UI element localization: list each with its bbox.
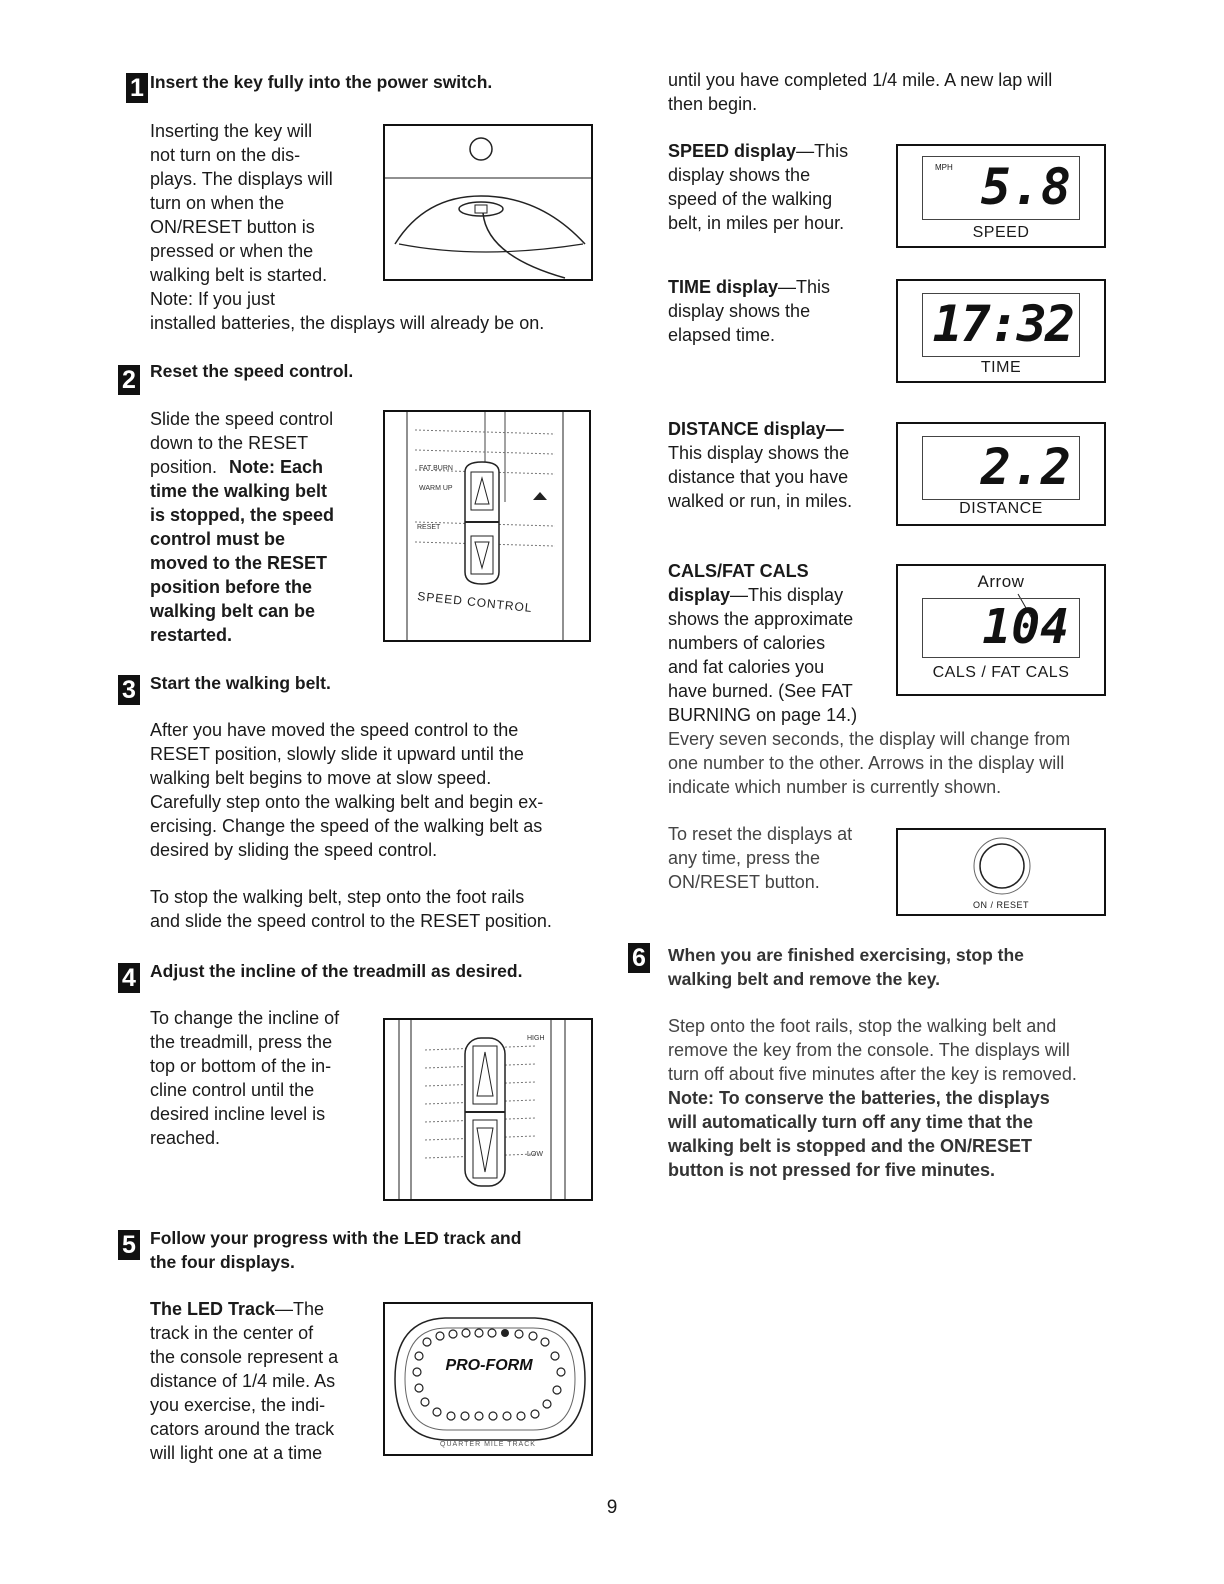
distance-body: This display shows the distance that you have walked or run, in miles. [668, 443, 853, 511]
reset-button-figure [896, 828, 1106, 916]
step-1-body: Inserting the key will not turn on the dis- plays. The displays will turn on when the ON/RESET button is pressed or when the walking belt is started. Note: If you just [150, 121, 333, 309]
led-track-figure [383, 1302, 593, 1456]
step-6-body: Step onto the foot rails, stop the walking belt and remove the key from the console. The displays will turn off about five minutes after the key is removed. [668, 1016, 1077, 1084]
led-track-illustration [385, 1304, 591, 1454]
step-4-heading: Adjust the incline of the treadmill as desired. [150, 961, 523, 981]
led-track-title: The LED Track [150, 1299, 276, 1319]
distance-lcd [922, 436, 1080, 500]
step-3-paragraph-2: To stop the walking belt, step onto the foot rails and slide the speed control to the RESET position. [150, 887, 552, 931]
step-2-body: Slide the speed control down to the RESET position. [150, 409, 334, 477]
time-display-figure [896, 279, 1106, 383]
step-2-heading: Reset the speed control. [150, 361, 354, 381]
distance-caption: DISTANCE [959, 500, 1043, 517]
distance-display-figure [896, 422, 1106, 526]
on-reset-caption: ON / RESET [972, 900, 1029, 910]
fat-burn-label: FAT BURN [419, 465, 453, 472]
distance-value: 2.2 [980, 438, 1071, 496]
incline-control-illustration [385, 1020, 591, 1199]
step-number-1: 1 [126, 73, 148, 103]
time-lcd [922, 293, 1080, 357]
cals-description [668, 559, 857, 727]
step-5-heading: Follow your progress with the LED track and the four displays. [150, 1228, 522, 1272]
speed-control-figure [383, 410, 591, 642]
time-body: —This display shows the elapsed time. [668, 277, 831, 345]
on-reset-button-icon [970, 834, 1034, 898]
cals-title: CALS/FAT CALS display [668, 561, 809, 605]
page-number: 9 [606, 1497, 618, 1518]
step-3-heading: Start the walking belt. [150, 673, 331, 693]
speed-title: SPEED display [668, 141, 797, 161]
step-6-note: Note: To conserve the batteries, the displays will automatically turn off any time that the walking belt is stopped and the ON/RESET button is not pressed for five minutes. [668, 1088, 1050, 1180]
reset-description: To reset the displays at any time, press the ON/RESET button. [668, 824, 853, 892]
step-5-led-title [150, 1297, 338, 1465]
step-number-4: 4 [118, 963, 140, 993]
step-number-3: 3 [118, 675, 140, 705]
arrow-label: Arrow [977, 572, 1025, 591]
low-label: LOW [527, 1151, 543, 1158]
step-1-body-tail: installed batteries, the displays will already be on. [150, 313, 545, 333]
step-2-note: Note: Each time the walking belt is stopped, the speed control must be moved to the RESET position before the walking belt can be restarted. [150, 457, 335, 645]
speed-lcd [922, 156, 1080, 220]
step-3-paragraph-1: After you have moved the speed control to the RESET position, slowly slide it upward until the walking belt begins to move at slow speed. Carefully step onto the walking belt and begin ex- ercising. Change the speed of the walking belt as desired by sliding the speed control. [150, 720, 544, 860]
led-track-continuation: until you have completed 1/4 mile. A new lap will then begin. [668, 70, 1053, 114]
step-number-2: 2 [118, 365, 140, 395]
cals-body: —This display shows the approximate numbers of calories and fat calories you have burned. (See FAT BURNING on page 14.) [668, 585, 858, 725]
speed-body: —This display shows the speed of the walking belt, in miles per hour. [668, 141, 849, 233]
speed-control-illustration [385, 412, 589, 640]
cals-display-figure [896, 564, 1106, 696]
speed-description [668, 139, 848, 235]
time-value: 17:32 [932, 295, 1073, 353]
time-description [668, 275, 830, 347]
cals-lcd [922, 598, 1080, 658]
high-label: HIGH [527, 1035, 545, 1042]
cals-continuation: Every seven seconds, the display will change from one number to the other. Arrows in the display will indicate which number is currently shown. [668, 729, 1071, 797]
cals-value: 104 [982, 599, 1069, 655]
proform-logo-text: PRO-FORM [445, 1357, 533, 1374]
step-number-5: 5 [118, 1230, 140, 1260]
distance-title: DISTANCE display— [668, 419, 844, 439]
warm-up-label: WARM UP [419, 485, 453, 492]
time-title: TIME display [668, 277, 779, 297]
step-number-6: 6 [628, 943, 650, 973]
incline-control-figure [383, 1018, 593, 1201]
step-1-heading: Insert the key fully into the power switch. [150, 72, 493, 92]
quarter-mile-track-label: QUARTER MILE TRACK [440, 1441, 536, 1448]
reset-label: RESET [417, 524, 441, 531]
mph-unit: MPH [935, 163, 953, 172]
speed-display-figure [896, 144, 1106, 248]
step-4-body: To change the incline of the treadmill, press the top or bottom of the in- cline control until the desired incline level is reached. [150, 1008, 340, 1148]
power-switch-illustration [385, 126, 591, 279]
time-caption: TIME [980, 359, 1022, 376]
speed-control-label: SPEED CONTROL [416, 589, 534, 616]
step-6-heading: When you are finished exercising, stop the walking belt and remove the key. [668, 945, 1024, 989]
distance-description [668, 417, 852, 513]
power-switch-figure [383, 124, 593, 281]
cals-caption: CALS / FAT CALS [932, 664, 1070, 681]
speed-caption: SPEED [972, 224, 1030, 241]
led-track-body: —The track in the center of the console represent a distance of 1/4 mile. As you exercise, the indi- cators around the track will light one at a time [150, 1299, 339, 1463]
speed-value: 5.8 [980, 158, 1071, 216]
